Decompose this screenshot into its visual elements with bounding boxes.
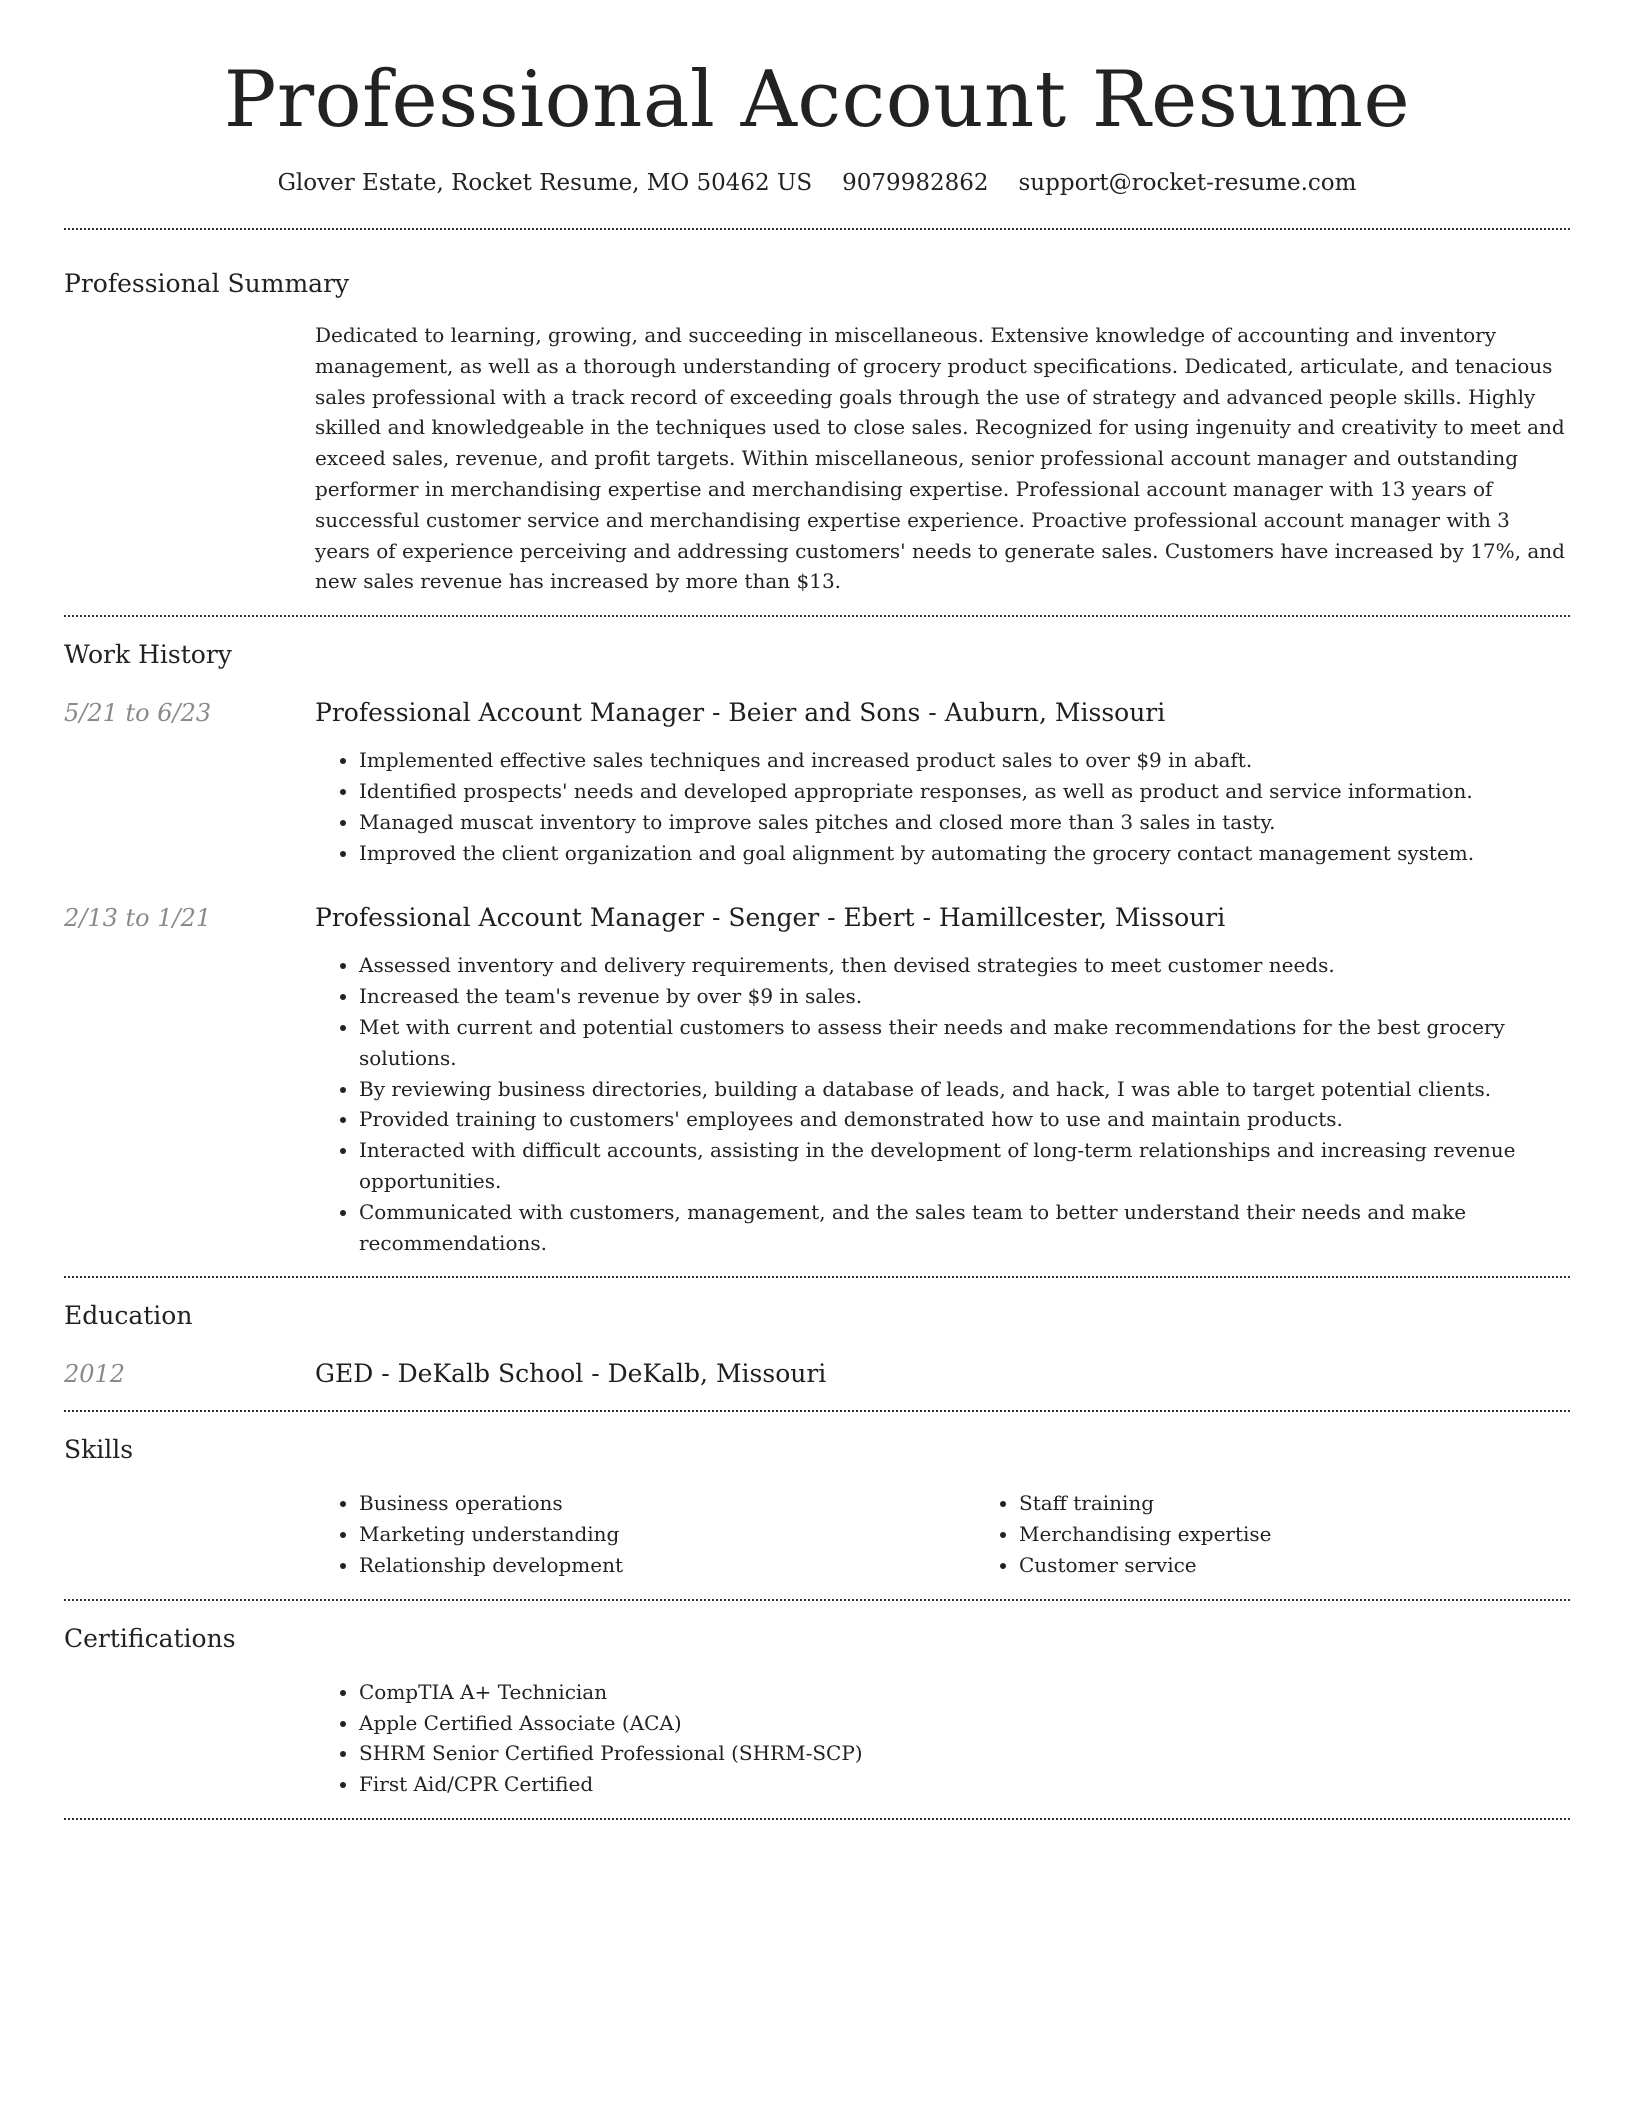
job-dates: 5/21 to 6/23 (64, 699, 212, 728)
list-item: • First Aid/CPR Certified (359, 1769, 1570, 1800)
list-item: • Identified prospects' needs and developed appropriate responses, as well as product and service information. (359, 776, 1570, 807)
list-item: • Staff training (1019, 1488, 1632, 1519)
job-bullets (315, 950, 1570, 1258)
list-item: • By reviewing business directories, building a database of leads, and hack, I was able to target potential clients. (359, 1074, 1570, 1105)
skills-section (64, 1412, 1570, 1580)
list-item: • Improved the client organization and goal alignment by automating the grocery contact management system. (359, 838, 1570, 869)
list-item: • Apple Certified Associate (ACA) (359, 1708, 1570, 1739)
job-entry (64, 697, 1570, 868)
work-history-heading: Work History (64, 640, 232, 670)
list-item: • Relationship development (359, 1550, 975, 1581)
list-item: • Increased the team's revenue by over $9 in sales. (359, 981, 1570, 1012)
summary-section (64, 230, 1570, 615)
skills-grid (315, 1488, 1632, 1580)
list-item: • Met with current and potential customers to assess their needs and make recommendations for the best grocery solutions. (359, 1012, 1570, 1074)
summary-text: Dedicated to learning, growing, and succeeding in miscellaneous. Extensive knowledge of accounting and inventory management, as well as a thorough understanding of grocery product specifications. Dedicated, articulate, and tenacious sales professional with a track record of exceeding goals through the use of strategy and advanced people skills. Highly skilled and knowledgeable in the techniques used to close sales. Recognized for using ingenuity and creativity to meet and exceed sales, revenue, and profit targets. Within miscellaneous, senior professional account manager and outstanding performer in merchandising expertise and merchandising expertise. Professional account manager with 13 years of successful customer service and merchandising expertise experience. Proactive professional account manager with 3 years of experience perceiving and addressing customers' needs to generate sales. Customers have increased by 17%, and new sales revenue has increased by more than $13. (315, 323, 1565, 594)
certifications-list (315, 1677, 1570, 1800)
list-item: • Merchandising expertise (1019, 1519, 1632, 1550)
education-section (64, 1278, 1570, 1390)
education-detail: GED - DeKalb School - DeKalb, Missouri (315, 1359, 827, 1389)
contact-line (64, 168, 1570, 198)
job-heading: Professional Account Manager - Beier and Sons - Auburn, Missouri (315, 698, 1166, 728)
list-item: • CompTIA A+ Technician (359, 1677, 1570, 1708)
skills-list-left (315, 1488, 975, 1580)
list-item: • SHRM Senior Certified Professional (SHRM-SCP) (359, 1738, 1570, 1769)
list-item: • Customer service (1019, 1550, 1632, 1581)
list-item: • Managed muscat inventory to improve sales pitches and closed more than 3 sales in tasty. (359, 807, 1570, 838)
contact-phone: 9079982862 (842, 170, 989, 196)
resume-name: Professional Account Resume (223, 55, 1411, 145)
contact-address: Glover Estate, Rocket Resume, MO 50462 US (277, 170, 813, 196)
certifications-heading: Certifications (64, 1623, 236, 1653)
skills-heading: Skills (64, 1435, 134, 1465)
work-history-section (64, 617, 1570, 1276)
section-divider (64, 1818, 1570, 1820)
job-bullets (315, 745, 1570, 868)
education-heading: Education (64, 1301, 193, 1331)
job-heading: Professional Account Manager - Senger - Ebert - Hamillcester, Missouri (315, 903, 1226, 933)
resume-page (64, 0, 1570, 1820)
list-item: • Business operations (359, 1488, 975, 1519)
contact-email: support@rocket-resume.com (1018, 170, 1357, 196)
skills-list-right (975, 1488, 1632, 1580)
summary-heading: Professional Summary (64, 269, 350, 298)
education-year: 2012 (64, 1360, 126, 1389)
job-dates: 2/13 to 1/21 (64, 904, 212, 933)
list-item: • Provided training to customers' employees and demonstrated how to use and maintain products. (359, 1104, 1570, 1135)
list-item: • Assessed inventory and delivery requirements, then devised strategies to meet customer needs. (359, 950, 1570, 981)
list-item: • Marketing understanding (359, 1519, 975, 1550)
job-entry (64, 902, 1570, 1276)
list-item: • Communicated with customers, management, and the sales team to better understand their needs and make recommendations. (359, 1197, 1570, 1259)
list-item: • Implemented effective sales techniques and increased product sales to over $9 in abaft. (359, 745, 1570, 776)
list-item: • Interacted with difficult accounts, assisting in the development of long-term relationships and increasing revenue opportunities. (359, 1135, 1570, 1197)
certifications-section (64, 1601, 1570, 1800)
